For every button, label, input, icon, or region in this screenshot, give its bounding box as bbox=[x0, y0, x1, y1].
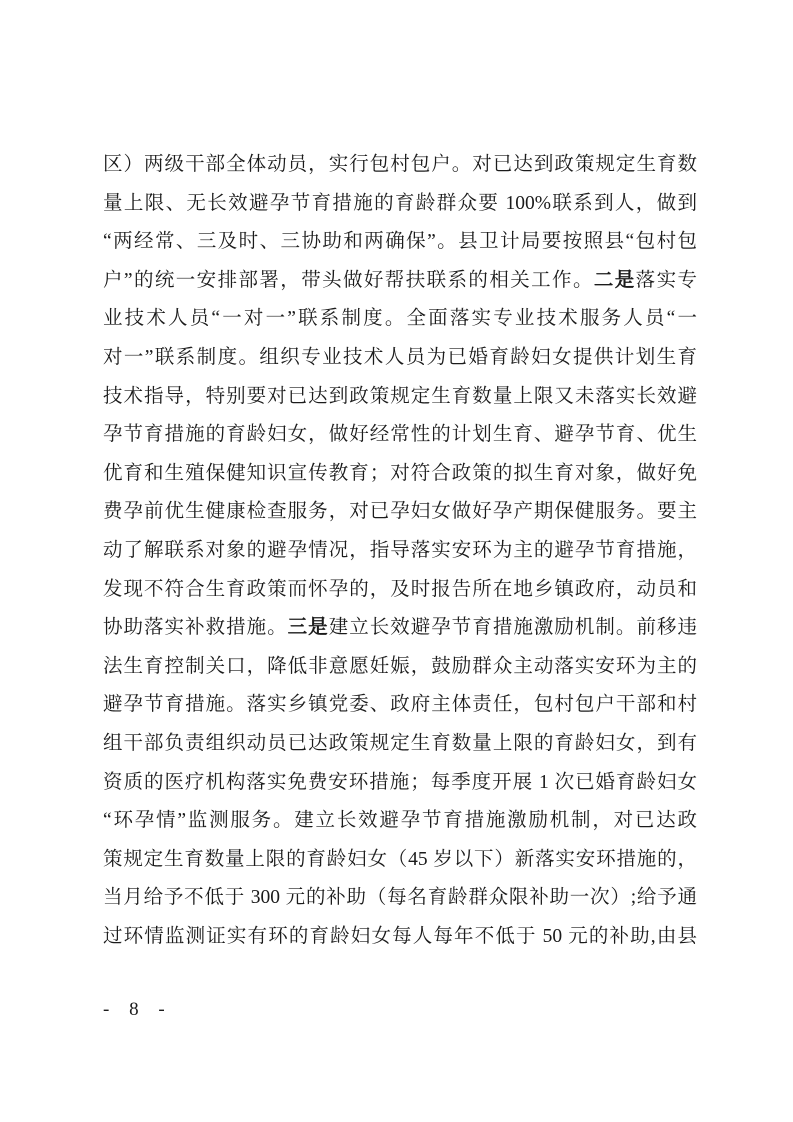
text-run: “环孕情”监测服务。建立长效避孕节育措施激励机制，对已达政 bbox=[103, 810, 697, 832]
text-line bbox=[103, 571, 697, 610]
text-run: “两经常、三及时、三协助和两确保”。县卫计局要按照县“包村包 bbox=[103, 231, 697, 253]
text-run: 协助落实补救措施。 bbox=[103, 617, 288, 639]
text-run: 过环情监测证实有环的育龄妇女每人每年不低于 50 元的补助,由县 bbox=[103, 925, 697, 947]
text-run: 动了解联系对象的避孕情况，指导落实安环为主的避孕节育措施， bbox=[103, 539, 697, 561]
text-run: 孕节育措施的育龄妇女，做好经常性的计划生育、避孕节育、优生 bbox=[103, 424, 697, 446]
text-line bbox=[103, 339, 697, 378]
text-run: 优育和生殖保健知识宣传教育；对符合政策的拟生育对象，做好免 bbox=[103, 462, 697, 484]
text-line bbox=[103, 146, 697, 185]
body-text bbox=[103, 146, 697, 956]
text-line bbox=[103, 185, 697, 224]
text-run: 户”的统一安排部署，带头做好帮扶联系的相关工作。 bbox=[103, 269, 594, 291]
page-number: - 8 - bbox=[103, 999, 169, 1020]
text-run: 量上限、无长效避孕节育措施的育龄群众要 100%联系到人，做到 bbox=[103, 192, 697, 214]
text-line bbox=[103, 648, 697, 687]
text-run: 资质的医疗机构落实免费安环措施；每季度开展 1 次已婚育龄妇女 bbox=[103, 771, 697, 793]
text-line bbox=[103, 609, 697, 648]
text-run: 避孕节育措施。落实乡镇党委、政府主体责任，包村包户干部和村 bbox=[103, 694, 697, 716]
text-run: 费孕前优生健康检查服务，对已孕妇女做好孕产期保健服务。要主 bbox=[103, 501, 697, 523]
text-run: 区）两级干部全体动员，实行包村包户。对已达到政策规定生育数 bbox=[103, 154, 697, 175]
text-run: 法生育控制关口，降低非意愿妊娠，鼓励群众主动落实安环为主的 bbox=[103, 655, 697, 677]
text-run: 当月给予不低于 300 元的补助（每名育龄群众限补助一次）;给予通 bbox=[103, 887, 697, 909]
text-run: 对一”联系制度。组织专业技术人员为已婚育龄妇女提供计划生育 bbox=[103, 346, 697, 368]
text-line bbox=[103, 455, 697, 494]
text-line bbox=[103, 841, 697, 880]
text-run: 落实专 bbox=[635, 269, 697, 291]
text-line bbox=[103, 686, 697, 725]
text-line bbox=[103, 764, 697, 803]
text-run: 策规定生育数量上限的育龄妇女（45 岁以下）新落实安环措施的， bbox=[103, 848, 697, 870]
text-line bbox=[103, 223, 697, 262]
text-line bbox=[103, 879, 697, 918]
text-run: 业技术人员“一对一”联系制度。全面落实专业技术服务人员“一 bbox=[103, 308, 697, 330]
text-line bbox=[103, 493, 697, 532]
text-line bbox=[103, 725, 697, 764]
text-line bbox=[103, 378, 697, 417]
text-line bbox=[103, 802, 697, 841]
emphasis-run: 二是 bbox=[593, 269, 636, 291]
text-line bbox=[103, 918, 697, 957]
text-line bbox=[103, 532, 697, 571]
text-line bbox=[103, 416, 697, 455]
text-line bbox=[103, 262, 697, 301]
text-run: 组干部负责组织动员已达政策规定生育数量上限的育龄妇女，到有 bbox=[103, 732, 697, 754]
emphasis-run: 三是 bbox=[287, 617, 329, 639]
text-line bbox=[103, 300, 697, 339]
text-run: 发现不符合生育政策而怀孕的，及时报告所在地乡镇政府，动员和 bbox=[103, 578, 697, 600]
text-run: 建立长效避孕节育措施激励机制。前移违 bbox=[328, 617, 697, 639]
text-run: 技术指导，特别要对已达到政策规定生育数量上限又未落实长效避 bbox=[103, 385, 697, 407]
